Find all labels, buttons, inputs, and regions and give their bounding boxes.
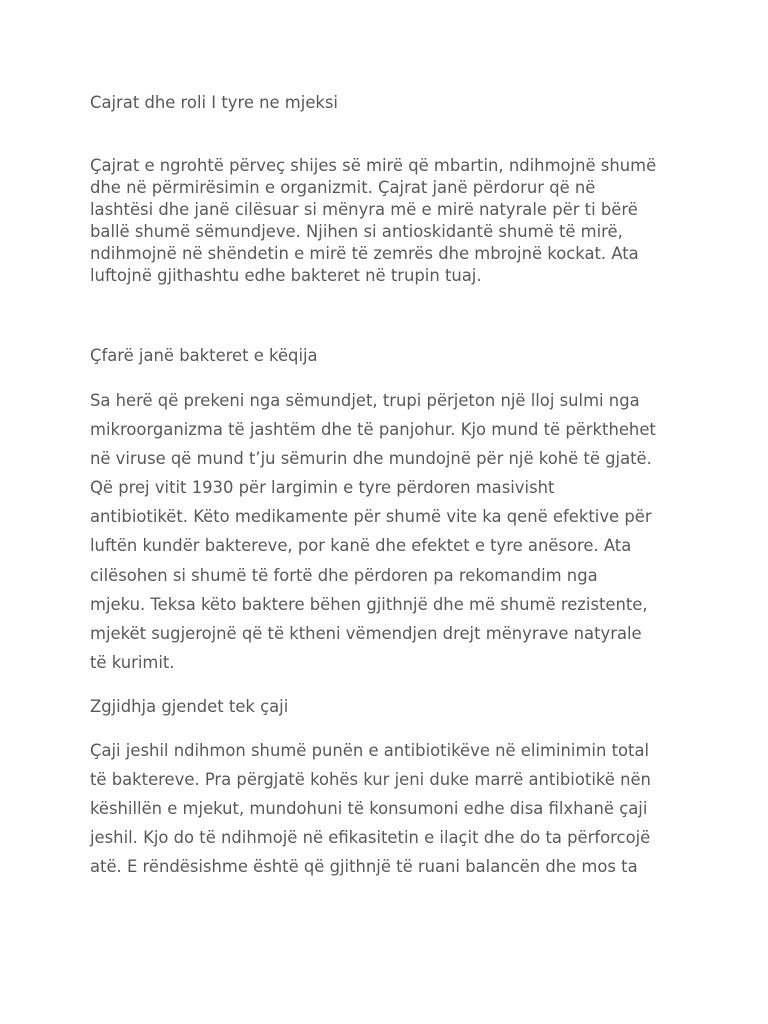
text-line: këshillën e mjekut, mundohuni të konsumoni edhe disa filxhanë çaji: [90, 799, 648, 819]
text-line: jeshil. Kjo do të ndihmojë në efikasitetin e ilaçit dhe do ta përforcojë: [90, 828, 651, 848]
bad-bacteria-paragraph: [90, 386, 656, 677]
text-line: luftojnë gjithashtu edhe bakteret në trupin tuaj.: [90, 266, 482, 285]
section-heading-tea-solution: Zgjidhja gjendet tek çaji: [90, 697, 289, 716]
text-line: mjekët sugjerojnë që të ktheni vëmendjen drejt mënyrave natyrale: [90, 623, 642, 643]
text-line: luftën kundër baktereve, por kanë dhe efektet e tyre anësore. Ata: [90, 536, 632, 556]
text-line: mjeku. Teksa këto baktere bëhen gjithnjë dhe më shumë rezistente,: [90, 594, 648, 614]
text-line: Që prej vitit 1930 për largimin e tyre përdoren masivisht: [90, 478, 555, 498]
section-heading-bad-bacteria: Çfarë janë bakteret e këqija: [90, 346, 318, 365]
text-line: të baktereve. Pra përgjatë kohës kur jeni duke marrë antibiotikë nën: [90, 770, 651, 790]
text-line: antibiotikët. Këto medikamente për shumë vite ka qenë efektive për: [90, 507, 652, 527]
text-line: të kurimit.: [90, 652, 175, 672]
text-line: në viruse që mund t’ju sëmurin dhe mundojnë për një kohë të gjatë.: [90, 449, 652, 469]
tea-solution-paragraph: [90, 736, 651, 881]
text-line: cilësohen si shumë të fortë dhe përdoren pa rekomandim nga: [90, 565, 598, 585]
intro-paragraph: [90, 155, 656, 287]
text-line: ndihmojnë në shëndetin e mirë të zemrës dhe mbrojnë kockat. Ata: [90, 244, 639, 263]
document-title: Cajrat dhe roli I tyre ne mjeksi: [90, 93, 338, 112]
text-line: mikroorganizma të jashtëm dhe të panjohur. Kjo mund të përkthehet: [90, 420, 656, 440]
text-line: lashtësi dhe janë cilësuar si mënyra më e mirë natyrale për ti bërë: [90, 200, 638, 219]
text-line: Çajrat e ngrohtë përveç shijes së mirë që mbartin, ndihmojnë shumë: [90, 156, 657, 175]
text-line: Sa herë që prekeni nga sëmundjet, trupi përjeton një lloj sulmi nga: [90, 391, 640, 410]
text-line: atë. E rëndësishme është që gjithnjë të ruani balancën dhe mos ta: [90, 857, 638, 877]
text-line: ballë shumë sëmundjeve. Njihen si antioskidantë shumë të mirë,: [90, 222, 623, 241]
text-line: dhe në përmirësimin e organizmit. Çajrat janë përdorur që në: [90, 178, 596, 197]
text-line: Çaji jeshil ndihmon shumë punën e antibiotikëve në eliminimin total: [90, 741, 650, 760]
